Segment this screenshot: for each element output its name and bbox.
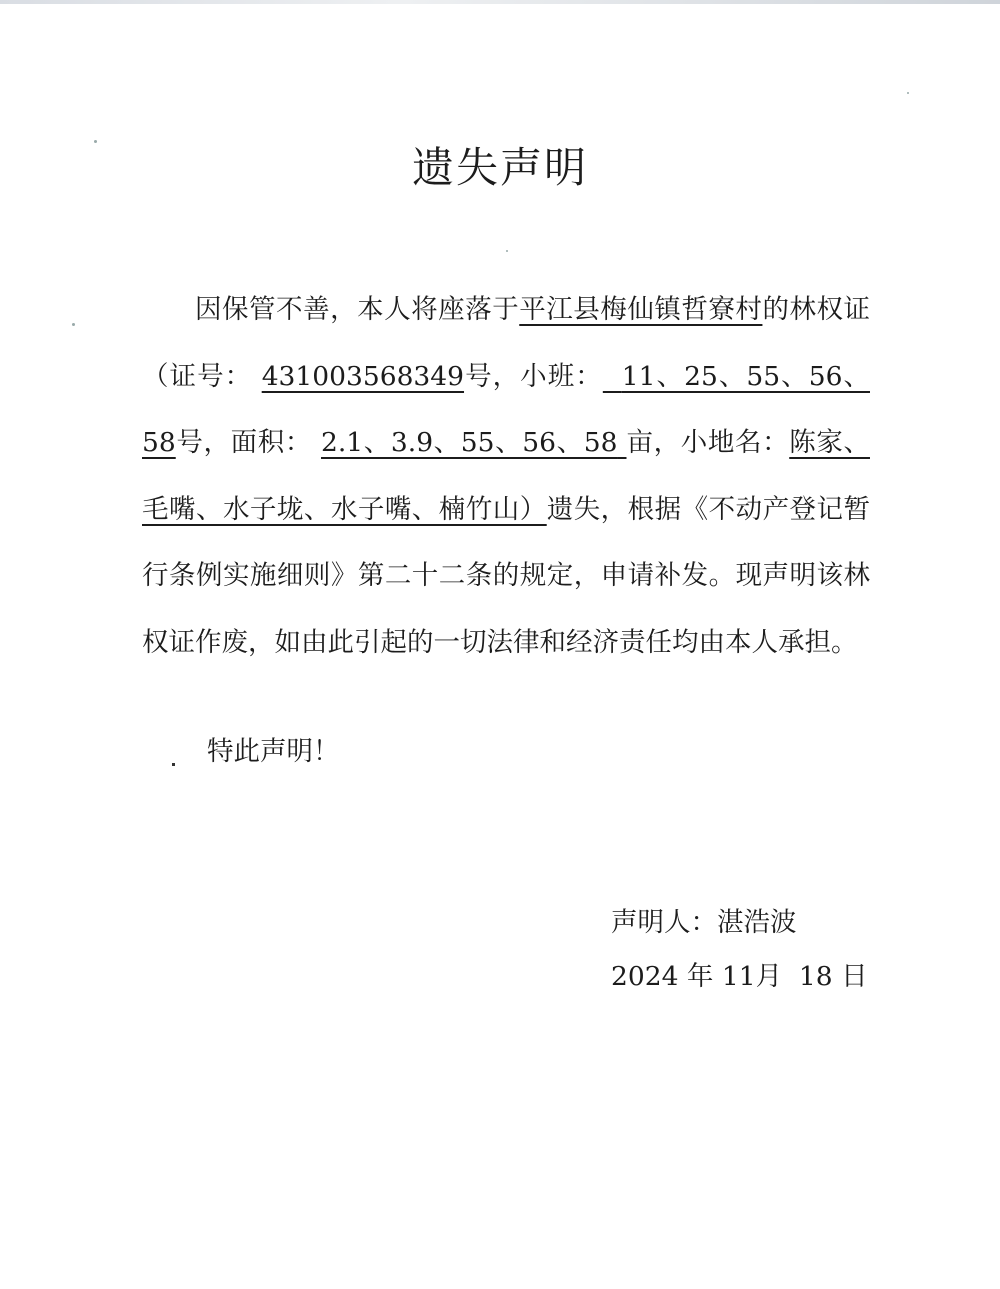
date-month: 11 bbox=[721, 961, 756, 992]
date-year: 2024 bbox=[611, 961, 679, 992]
declarant-label: 声明人： bbox=[611, 907, 717, 938]
date-line bbox=[611, 950, 868, 1004]
text-segment: 号，小班： bbox=[464, 360, 603, 392]
scan-edge bbox=[0, 0, 1000, 4]
declarant-line bbox=[611, 896, 868, 950]
scan-speck bbox=[72, 323, 75, 326]
closing-statement: 特此声明！ bbox=[207, 736, 340, 767]
document-title: 遗失声明 bbox=[411, 143, 588, 192]
scan-speck bbox=[94, 140, 97, 143]
certificate-number: 431003568349 bbox=[261, 360, 465, 392]
text-segment: 因保管不善，本人将座落于 bbox=[195, 294, 520, 325]
date-year-unit: 年 bbox=[686, 961, 714, 992]
text-segment: 亩，小地名： bbox=[626, 427, 790, 459]
location-underlined: 平江县梅仙镇哲寮村 bbox=[519, 294, 763, 325]
signature-block bbox=[611, 896, 868, 1004]
sub-class-value: 11、25、55、56、58 bbox=[142, 360, 870, 459]
text-segment: 号，面积： bbox=[175, 427, 312, 459]
area-value: 2.1、3.9、55、56、58 bbox=[321, 427, 618, 459]
date-day-unit: 日 bbox=[841, 961, 868, 992]
scan-speck bbox=[907, 92, 909, 94]
place-names: 陈家、毛嘴、水子垅、水子嘴、楠竹山） bbox=[142, 427, 870, 525]
text-segment: 遗失，根据《不动产登记暂行条例实施细则》第二十二条的规定，申请补发。现声明该林权证作废，如由此引起的一切法律和经济责任均由本人承担。 bbox=[142, 493, 871, 658]
date-day: 18 bbox=[798, 961, 833, 992]
ink-dot bbox=[172, 763, 175, 766]
statement-paragraph bbox=[142, 277, 870, 677]
declarant-name: 湛浩波 bbox=[717, 907, 797, 938]
scan-speck bbox=[506, 250, 508, 252]
area-values bbox=[321, 427, 626, 458]
text-segment: 的林权证（证号： bbox=[142, 294, 871, 392]
date-month-unit: 月 bbox=[755, 961, 783, 992]
